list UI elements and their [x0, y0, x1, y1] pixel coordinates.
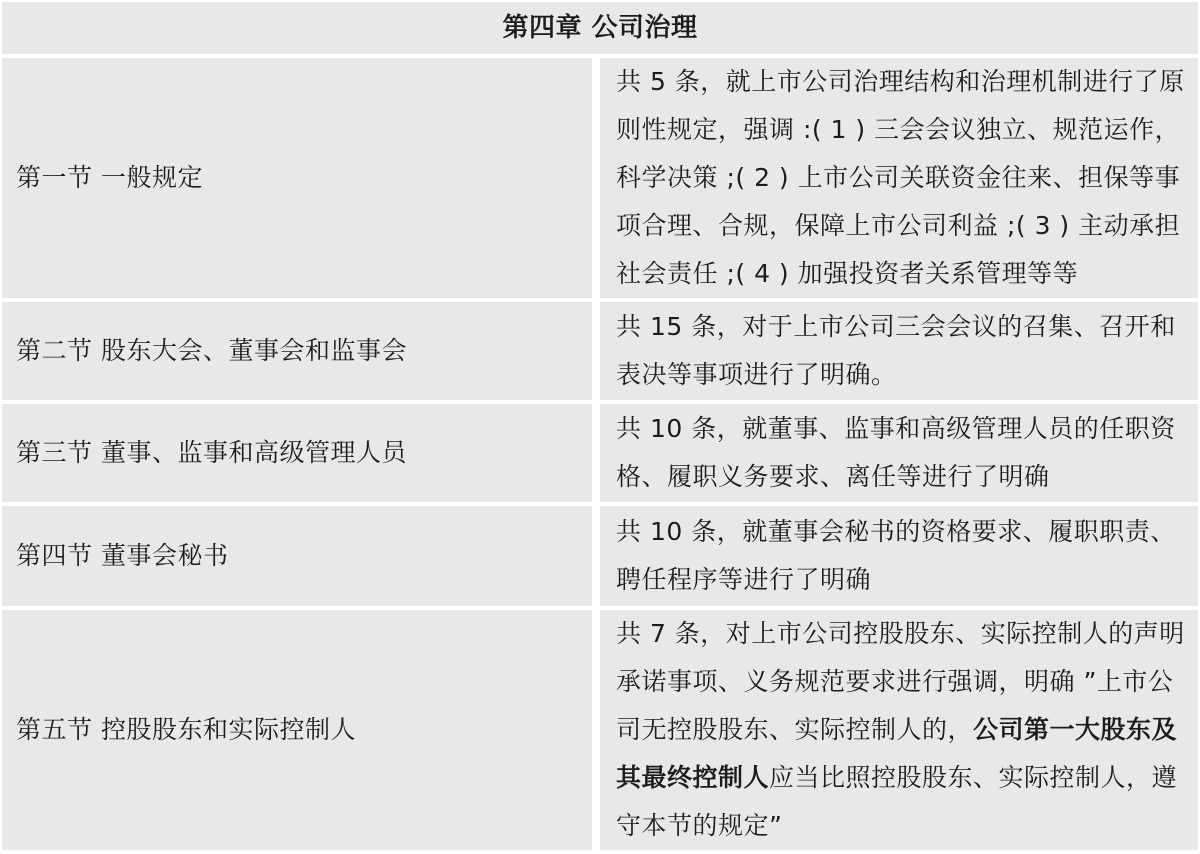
- table-row: [2, 610, 1198, 850]
- governance-table: [2, 0, 1198, 854]
- section-description: 共 15 条，对于上市公司三会会议的召集、召开和表决等事项进行了明确。: [600, 302, 1198, 400]
- section-description: 共 5 条，就上市公司治理结构和治理机制进行了原则性规定，强调 :( 1 ) 三会会议独立、规范运作，科学决策 ;( 2 ) 上市公司关联资金往来、担保等事项合理、合规，保障上市公司利益 ;( 3 ) 主动承担社会责任 ;( 4 ) 加强投资者关系管理等等: [600, 58, 1198, 298]
- section-description: 共 10 条，就董事、监事和高级管理人员的任职资格、履职义务要求、离任等进行了明确: [600, 404, 1198, 502]
- table-row: [2, 506, 1198, 606]
- table-row: [2, 404, 1198, 502]
- section-name: 第四节 董事会秘书: [2, 506, 600, 606]
- section-text-bold: 公司第一大股东及其最终控制人: [616, 715, 1178, 792]
- section-name: 第二节 股东大会、董事会和监事会: [2, 302, 600, 400]
- section-description: [600, 610, 1198, 850]
- section-name: 第五节 控股股东和实际控制人: [2, 610, 600, 850]
- table-row: [2, 302, 1198, 400]
- section-name: 第一节 一般规定: [2, 58, 600, 298]
- section-name: 第三节 董事、监事和高级管理人员: [2, 404, 600, 502]
- table-header-row: [2, 2, 1198, 54]
- section-description: 共 10 条，就董事会秘书的资格要求、履职职责、聘任程序等进行了明确: [600, 506, 1198, 606]
- section-text-after: 应当比照控股股东、实际控制人，遵守本节的规定”: [616, 763, 1178, 840]
- table-row: [2, 58, 1198, 298]
- section-text-before: 共 7 条，对上市公司控股股东、实际控制人的声明承诺事项、义务规范要求进行强调，明确 ”上市公司无控股股东、实际控制人的，: [616, 619, 1185, 744]
- chapter-title: 第四章 公司治理: [2, 2, 1198, 54]
